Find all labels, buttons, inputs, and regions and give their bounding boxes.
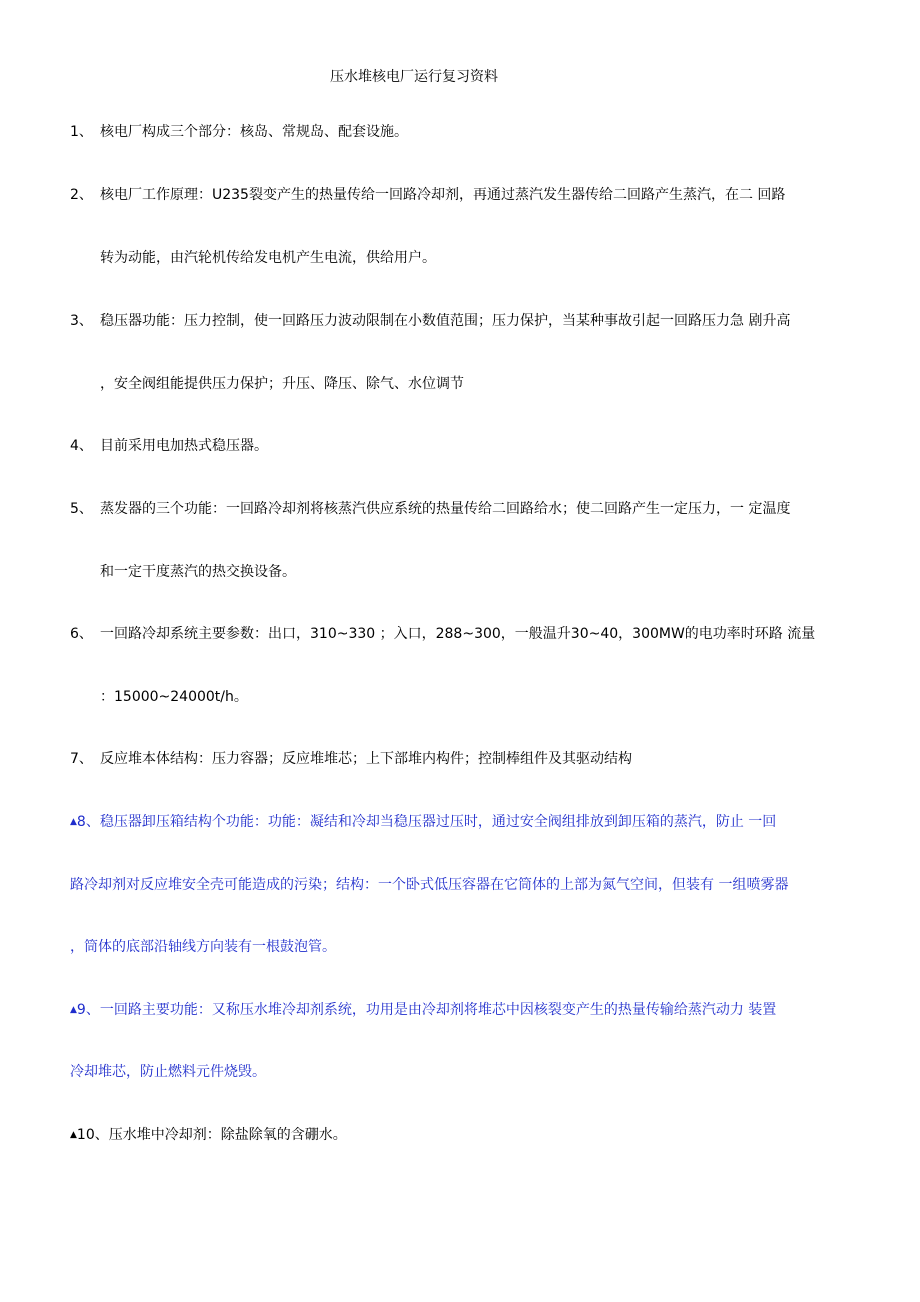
item-6-number: 6、 [70,626,93,642]
triangle-marker-icon: ▲ [70,817,77,827]
item-1-number: 1、 [70,124,93,140]
item-8-line-1 [70,812,776,834]
item-8-text-1: 8、稳压器卸压箱结构个功能：功能：凝结和冷却当稳压器过压时，通过安全阀组排放到卸压箱的蒸汽，防止 一回 [76,814,777,830]
item-2-line-1: 核电厂工作原理：U235裂变产生的热量传给一回路冷却剂，再通过蒸汽发生器传给二回路产生蒸汽，在二 回路 [100,187,786,203]
item-5-number: 5、 [70,501,93,517]
item-6-line-1: 一回路冷却系统主要参数：出口，310~330 ；入口，288~300，一般温升30~40，300MW的电功率时环路 流量 [100,626,816,642]
item-4-number: 4、 [70,438,93,454]
item-1-line-1: 核电厂构成三个部分：核岛、常规岛、配套设施。 [100,124,408,140]
item-3-line-2: ，安全阀组能提供压力保护；升压、降压、除气、水位调节 [100,376,464,392]
item-3-line-1: 稳压器功能：压力控制，使一回路压力波动限制在小数值范围；压力保护，当某种事故引起一回路压力急 剧升高 [100,313,791,329]
item-9-text-1: 9、一回路主要功能：又称压水堆冷却剂系统，功用是由冷却剂将堆芯中因核裂变产生的热量传输给蒸汽动力 装置 [76,1002,777,1018]
item-3-number: 3、 [70,313,93,329]
item-9-line-1 [70,1000,776,1022]
item-6-line-2: ：15000~24000t/h。 [100,689,248,705]
item-7-line-1: 反应堆本体结构：压力容器；反应堆堆芯；上下部堆内构件；控制棒组件及其驱动结构 [100,751,632,767]
item-8-line-3: ，筒体的底部沿轴线方向装有一根鼓泡管。 [70,939,336,955]
triangle-marker-icon: ▲ [70,1005,77,1015]
item-8-line-2: 路冷却剂对反应堆安全壳可能造成的污染；结构：一个卧式低压容器在它筒体的上部为氮气空间，但装有 一组喷雾器 [70,877,789,893]
item-9-line-2: 冷却堆芯，防止燃料元件烧毁。 [70,1064,266,1080]
item-5-line-1: 蒸发器的三个功能：一回路冷却剂将核蒸汽供应系统的热量传给二回路给水；使二回路产生一定压力，一 定温度 [100,501,791,517]
item-4-line-1: 目前采用电加热式稳压器。 [100,438,268,454]
item-2-number: 2、 [70,187,93,203]
document-title: 压水堆核电厂运行复习资料 [330,69,498,85]
item-10-line-1 [70,1125,347,1147]
item-10-text-1: 10、压水堆中冷却剂：除盐除氧的含硼水。 [76,1127,347,1143]
item-2-line-2: 转为动能，由汽轮机传给发电机产生电流，供给用户。 [100,250,436,266]
item-5-line-2: 和一定干度蒸汽的热交换设备。 [100,564,296,580]
triangle-marker-icon: ▲ [70,1130,77,1140]
item-7-number: 7、 [70,751,93,767]
